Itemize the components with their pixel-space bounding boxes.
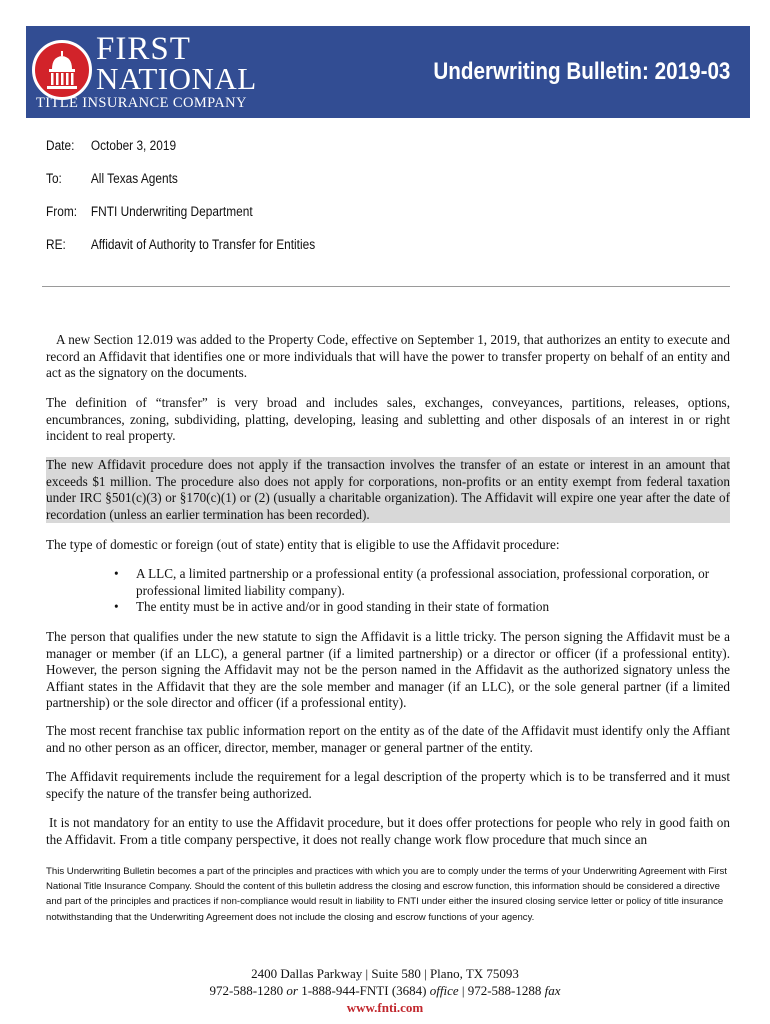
- bulletin-title: Underwriting Bulletin: 2019-03: [432, 58, 730, 85]
- body-paragraph-requirements: The Affidavit requirements include the requirement for a legal description of the property which is to be transferred and it must specify the nature of the transfer being authorized.: [46, 769, 730, 801]
- logo-wordmark-first: FIRST: [96, 31, 191, 67]
- memo-to-label: To:: [46, 171, 62, 186]
- body-paragraph-franchise-report: The most recent franchise tax public information report on the entity as of the date of the Affidavit must identify only the Affiant and no other person as an officer, director, member, manager or general partner of the entity.: [46, 723, 730, 755]
- memo-from-label: From:: [46, 204, 78, 219]
- footer-office-label: office: [429, 983, 459, 998]
- memo-re-value: Affidavit of Authority to Transfer for Entities: [90, 237, 316, 252]
- capitol-dome-logo-icon: [32, 40, 92, 100]
- footer-website-link[interactable]: www.fnti.com: [346, 1000, 424, 1015]
- list-item-text: The entity must be in active and/or in good standing in their state of formation: [136, 599, 550, 615]
- bullet-icon: •: [114, 599, 119, 615]
- memo-re-label: RE:: [46, 237, 66, 252]
- bullet-icon: •: [114, 566, 119, 581]
- memo-date-label: Date:: [46, 138, 75, 153]
- disclaimer-text: This Underwriting Bulletin becomes a part of the principles and practices with which you are to comply under the terms of your Underwriting Agreement with First National Title Insurance Company. Should the content of this bulletin address the closing and escrow function, this information should be considered a directive and part of the principles and practices if non-compliance would result in liability to FNTI under either the insured closing service letter or policy of title insurance notwithstanding that the Underwriting Agreement does not include the closing and escrow functions of your agency.: [46, 866, 727, 923]
- footer-address: 2400 Dallas Parkway | Suite 580 | Plano, TX 75093: [251, 966, 519, 981]
- footer-phone-tollfree: 1-888-944-FNTI (3684): [301, 983, 427, 998]
- memo-to-value: All Texas Agents: [90, 171, 178, 186]
- body-paragraph-not-mandatory: It is not mandatory for an entity to use the Affidavit procedure, but it does offer protections for people who rely in good faith on the Affidavit. From a title company perspective, it does not really change work flow procedure that much since an: [46, 815, 730, 847]
- list-item: [112, 566, 730, 599]
- body-paragraph-signer: The person that qualifies under the new statute to sign the Affidavit is a little tricky. The person signing the Affidavit must be a manager or member (if an LLC), a general partner (if a limited partnership) or a director or officer (if a professional entity). However, the person signing the Affidavit may not be the person named in the Affidavit as the authorized signatory unless the Affiant states in the Affidavit that they are the sole member and manager (if an LLC), or the sole general partner (if a limited partnership) or the sole director and officer (if a professional entity).: [46, 629, 730, 711]
- memo-divider: [42, 286, 730, 287]
- memo-to: [46, 170, 178, 188]
- body-paragraph-exclusions: The new Affidavit procedure does not apply if the transaction involves the transfer of an estate or interest in an amount that exceeds $1 million. The procedure also does not apply for corporations, non-profits or an entity exempt from federal taxation under IRC §501(c)(3) or §170(c)(1) or (2) (usually a charitable organization). The Affidavit will expire one year after the date of recordation (unless an earlier termination has been recorded).: [46, 457, 730, 522]
- body-paragraph-intro: A new Section 12.019 was added to the Property Code, effective on September 1, 2019, that authorizes an entity to execute and record an Affidavit that identifies one or more individuals that will have the power to transfer property on behalf of an entity and act as the signatory on the documents.: [46, 332, 730, 381]
- logo-tagline: TITLE INSURANCE COMPANY: [36, 95, 247, 111]
- footer-phone-main: 972-588-1280: [209, 983, 284, 998]
- footer-phones: [0, 983, 770, 999]
- list-item: [112, 599, 730, 616]
- list-item-text: A LLC, a limited partnership or a professional entity (a professional association, professional corporation, or professional limited liability company).: [136, 566, 710, 598]
- memo-from: [46, 203, 253, 221]
- footer-phone-fax: | 972-588-1288: [461, 983, 542, 998]
- body-paragraph-definition: The definition of “transfer” is very broad and includes sales, exchanges, conveyances, partitions, releases, options, encumbrances, zoning, subdividing, platting, developing, leasing and subletting and other disposals of an interest in or right incident to real property.: [46, 395, 730, 444]
- memo-date-value: October 3, 2019: [90, 138, 177, 153]
- memo-from-value: FNTI Underwriting Department: [90, 204, 253, 219]
- memo-re: [46, 236, 315, 254]
- memo-date: [46, 137, 176, 155]
- body-paragraph-eligibility: The type of domestic or foreign (out of state) entity that is eligible to use the Affidavit procedure:: [46, 537, 560, 552]
- footer-fax-label: fax: [544, 983, 561, 998]
- footer-phone-or: or: [286, 983, 298, 998]
- logo-wordmark-national: NATIONAL: [96, 61, 257, 96]
- eligibility-list: [112, 566, 730, 616]
